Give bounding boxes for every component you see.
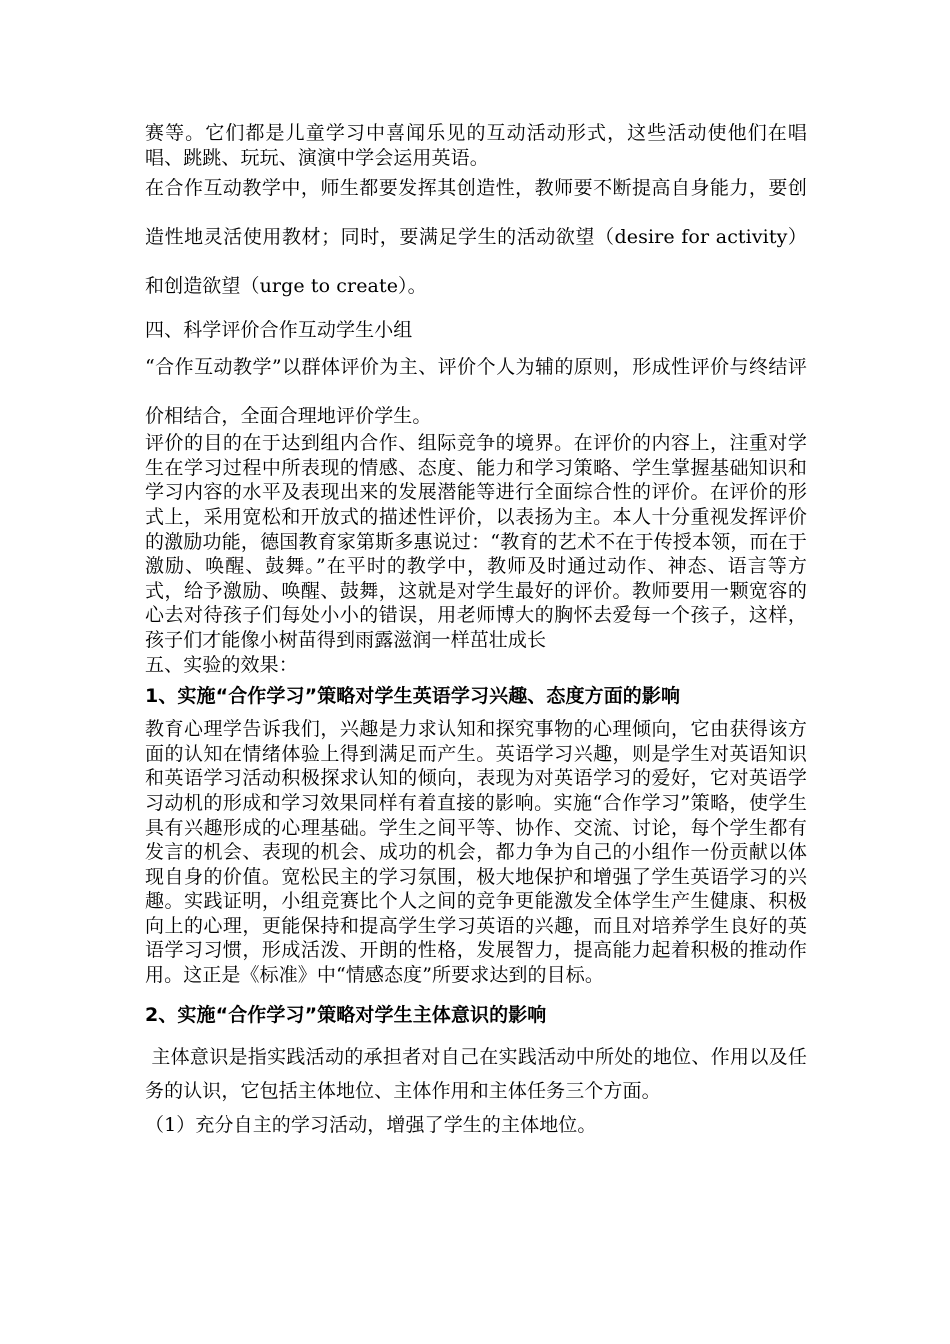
paragraph-evaluation-detail: 评价的目的在于达到组内合作、组际竞争的境界。在评价的内容上，注重对学生在学习过程中所表现的情感、态度、能力和学习策略、学生掌握基础知识和学习内容的水平及表现出来的发展潜能等进行全面综合性的评价。在评价的形式上，采用宽松和开放式的描述性评价，以表扬为主。本人十分重视发挥评价的激励功能，德国教育家第斯多惠说过：“教育的艺术不在于传授本领，而在于激励、唤醒、鼓舞。”在平时的教学中，教师及时通过动作、神态、语言等方式，给予激励、唤醒、鼓舞，这就是对学生最好的评价。教师要用一颗宽容的心去对待孩子们每处小小的错误，用老师博大的胸怀去爱每一个孩子，这样，孩子们才能像小树苗得到雨露滋润一样茁壮成长 (145, 432, 807, 651)
section-heading-evaluation: 四、科学评价合作互动学生小组 (145, 319, 413, 342)
paragraph-creativity: 在合作互动教学中，师生都要发挥其创造性，教师要不断提高自身能力，要创造性地灵活使用教材；同时，要满足学生的活动欲望（desire for activity）和创造欲望（urge to create）。 (145, 177, 807, 298)
document-body (145, 121, 807, 1142)
paragraph-interest: 教育心理学告诉我们，兴趣是力求认知和探究事物的心理倾向，它由获得该方面的认知在情绪体验上得到满足而产生。英语学习兴趣，则是学生对英语知识和英语学习活动积极探求认知的倾向，表现为对英语学习的爱好，它对英语学习动机的形成和学习效果同样有着直接的影响。实施“合作学习”策略，使学生具有兴趣形成的心理基础。学生之间平等、协作、交流、讨论，每个学生都有发言的机会、表现的机会、成功的机会，都力争为自己的小组作一份贡献以体现自身的价值。宽松民主的学习氛围，极大地保护和增强了学生英语学习的兴趣。实践证明，小组竞赛比个人之间的竞争更能激发全体学生产生健康、积极向上的心理，更能保持和提高学生学习英语的兴趣，而且对培养学生良好的英语学习习惯，形成活泼、开朗的性格，发展智力，提高能力起着积极的推动作用。这正是《标准》中“情感态度”所要求达到的目标。 (145, 718, 807, 987)
section-heading-results: 五、实验的效果： (145, 653, 298, 676)
paragraph-activities: 赛等。它们都是儿童学习中喜闻乐见的互动活动形式，这些活动使他们在唱唱、跳跳、玩玩、演演中学会运用英语。 (145, 122, 807, 169)
paragraph-subject-awareness: 主体意识是指实践活动的承担者对自己在实践活动中所处的地位、作用以及任务的认识，它包括主体地位、主体作用和主体任务三个方面。 (145, 1045, 808, 1102)
list-item-autonomy: （1）充分自主的学习活动，增强了学生的主体地位。 (145, 1113, 597, 1136)
subheading-subject-awareness: 2、实施“合作学习”策略对学生主体意识的影响 (145, 1003, 547, 1026)
subheading-interest: 1、实施“合作学习”策略对学生英语学习兴趣、态度方面的影响 (145, 685, 681, 708)
paragraph-evaluation-principle: “合作互动教学”以群体评价为主、评价个人为辅的原则，形成性评价与终结评价相结合，全面合理地评价学生。 (145, 356, 807, 428)
